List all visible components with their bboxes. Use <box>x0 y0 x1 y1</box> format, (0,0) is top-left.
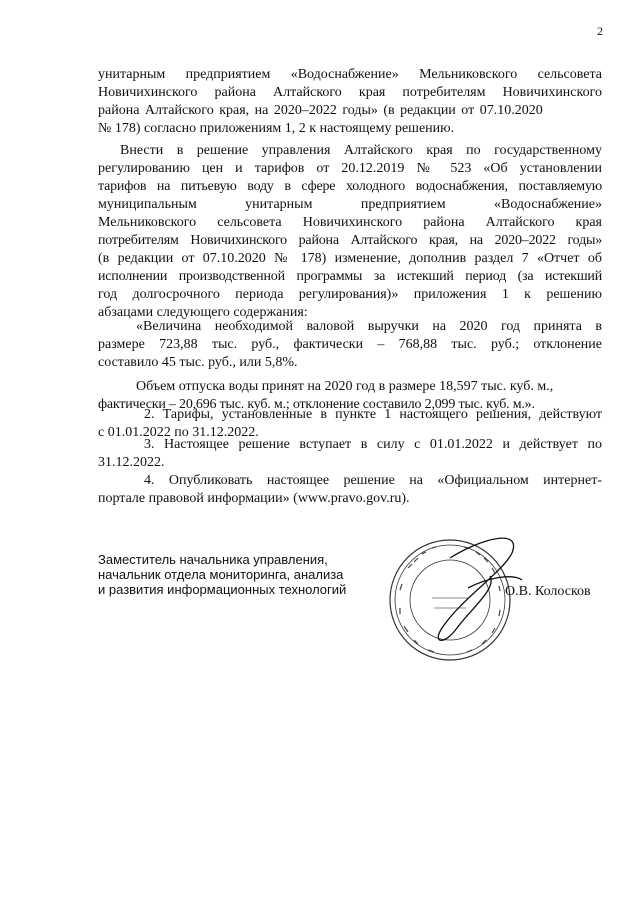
text-line: с 01.01.2022 по 31.12.2022. <box>98 425 259 440</box>
page-number: 2 <box>597 24 603 38</box>
position-line: начальник отдела мониторинга, анализа <box>98 567 344 582</box>
paragraph-item-3 <box>98 436 602 472</box>
text-line: Объем отпуска воды принят на 2020 год в размере 18,597 тыс. куб. м., <box>136 379 554 394</box>
text-line: размере 723,88 тыс. руб., фактически – 768,88 тыс. руб.; отклонение <box>98 337 602 352</box>
text-line: 31.12.2022. <box>98 455 165 470</box>
signatory-name: О.В. Колосков <box>505 584 591 599</box>
position-line: и развития информационных технологий <box>98 582 347 597</box>
paragraph-item-4 <box>98 472 602 508</box>
text-line: тарифов на питьевую воду в сфере холодного водоснабжения, поставляемую <box>98 179 602 194</box>
text-line: муниципальным унитарным предприятием «Водоснабжение» <box>98 197 602 212</box>
text-line: год долгосрочного периода регулирования)» приложения 1 к решению <box>98 287 602 302</box>
signatory-position <box>98 552 346 597</box>
text-line: регулированию цен и тарифов от 20.12.2019 № 523 «Об установлении <box>98 161 602 176</box>
text-line: 2. Тарифы, установленные в пункте 1 настоящего решения, действуют <box>144 407 602 422</box>
paragraph-continuation <box>98 66 602 138</box>
text-line: абзацами следующего содержания: <box>98 305 308 320</box>
text-line: Мельниковского сельсовета Новичихинского района Алтайского края <box>98 215 602 230</box>
text-line: Внести в решение управления Алтайского края по государственному <box>120 143 602 158</box>
text-line: исполнении производственной программы за истекший период (за истекший <box>98 269 602 284</box>
text-line: № 178) согласно приложениям 1, 2 к настоящему решению. <box>98 121 455 136</box>
paragraph-amendment <box>98 142 602 322</box>
text-line: района Алтайского края, на 2020–2022 годы» (в редакции от 07.10.2020 <box>98 103 543 118</box>
official-stamp-with-signature <box>372 528 532 678</box>
text-line: (в редакции от 07.10.2020 № 178) изменение, дополнив раздел 7 «Отчет об <box>98 251 602 266</box>
text-line: унитарным предприятием «Водоснабжение» Мельниковского сельсовета <box>98 67 602 82</box>
text-line: 3. Настоящее решение вступает в силу с 01.01.2022 и действует по <box>144 437 602 452</box>
text-line: портале правовой информации» (www.pravo.gov.ru). <box>98 491 410 506</box>
text-line: потребителям Новичихинского района Алтайского края, на 2020–2022 годы» <box>98 233 602 248</box>
text-line: составило 45 тыс. руб., или 5,8%. <box>98 355 298 370</box>
paragraph-revenue <box>98 318 602 372</box>
text-line: «Величина необходимой валовой выручки на 2020 год принята в <box>136 319 602 334</box>
text-line: Новичихинского района Алтайского края потребителям Новичихинского <box>98 85 602 100</box>
text-line: фактически – 20,696 тыс. куб. м.; отклонение составило 2,099 тыс. куб. м.». <box>98 397 535 412</box>
text-line: 4. Опубликовать настоящее решение на «Официальном интернет- <box>144 473 602 488</box>
position-line: Заместитель начальника управления, <box>98 552 328 567</box>
